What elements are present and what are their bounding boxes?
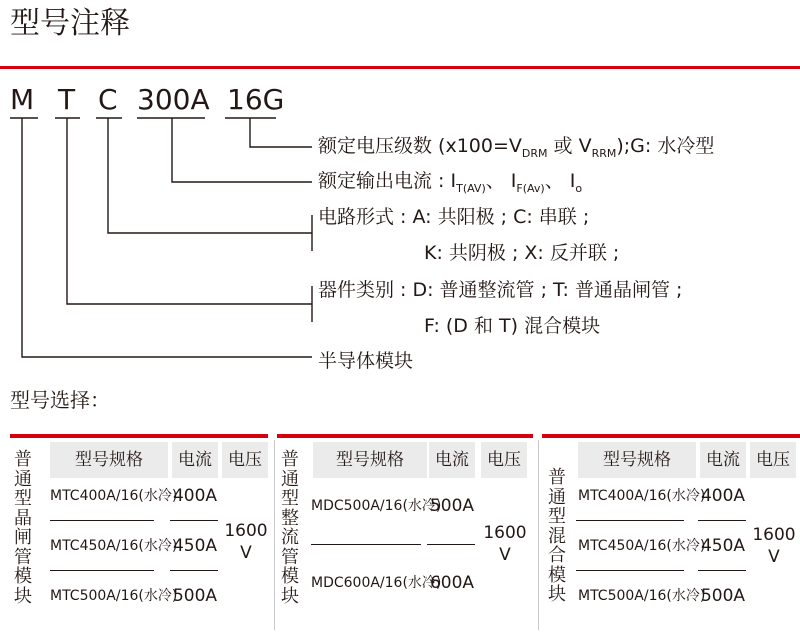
table-topbar (542, 434, 800, 438)
device-category-line2: F: (D 和 T) 混合模块 (424, 315, 601, 337)
row-current: 400A (700, 486, 746, 506)
row-divider (698, 570, 746, 571)
row-divider (576, 570, 684, 571)
row-spec: MTC400A/16(水冷) (50, 488, 178, 504)
device-category-line1: 器件类别 : D: 普通整流管 ; T: 普通晶闸管 ; (318, 279, 683, 301)
table-hybrid (542, 434, 800, 634)
header-voltage: 电压 (481, 442, 527, 478)
voltage-value: 1600 V (752, 525, 796, 567)
header-voltage: 电压 (222, 442, 268, 478)
table-divider (274, 440, 275, 630)
table-category: 普通型整流管模块 (281, 449, 299, 607)
table-topbar (277, 434, 533, 438)
row-divider (50, 570, 154, 571)
row-divider (50, 520, 154, 521)
code-c: C (98, 83, 118, 116)
row-current: 600A (429, 573, 475, 593)
code-m: M (10, 83, 35, 116)
table-divider (538, 440, 539, 630)
voltage-value: 1600 V (483, 523, 527, 565)
row-current: 450A (700, 536, 746, 556)
row-current: 400A (172, 486, 218, 506)
row-spec: MDC600A/16(水冷) (311, 575, 442, 591)
header-current: 电流 (429, 442, 475, 478)
row-spec: MTC400A/16(水冷) (578, 488, 706, 504)
row-divider (170, 570, 218, 571)
row-spec: MDC500A/16(水冷) (311, 498, 442, 514)
row-divider (427, 544, 475, 545)
header-voltage: 电压 (750, 442, 796, 478)
row-divider (170, 520, 218, 521)
code-t: T (58, 83, 76, 116)
section-title: 型号选择： (10, 388, 110, 412)
circuit-form-line2: K: 共阴极 ; X: 反并联 ; (424, 242, 620, 264)
row-divider (311, 544, 421, 545)
table-category: 普通型晶闸管模块 (14, 449, 32, 607)
row-spec: MTC450A/16(水冷) (50, 538, 178, 554)
row-divider (576, 520, 684, 521)
row-current: 450A (172, 536, 218, 556)
row-spec: MTC500A/16(水冷) (578, 588, 706, 604)
circuit-form-line1: 电路形式 : A: 共阳极 ; C: 串联 ; (318, 206, 590, 228)
header-spec: 型号规格 (578, 442, 696, 478)
table-rectifier (277, 434, 533, 634)
row-current: 500A (700, 586, 746, 606)
row-current: 500A (429, 496, 475, 516)
table-category: 普通型混合模块 (548, 467, 566, 605)
table-thyristor (10, 434, 268, 634)
semiconductor-module-desc: 半导体模块 (318, 350, 414, 372)
row-spec: MTC450A/16(水冷) (578, 538, 706, 554)
page-title: 型号注释 (10, 6, 130, 41)
rated-voltage-desc: 额定电压级数 ($x100=V_{DRM}$ 或 $V_{RRM});G$: 水冷型 (318, 135, 715, 160)
code-current: 300A (137, 83, 210, 116)
rated-current-desc: 额定输出电流 : $I_{T(AV)}$、 $I_{F(Av)}$、 $I_o$ (318, 170, 583, 195)
row-current: 500A (172, 586, 218, 606)
header-current: 电流 (700, 442, 746, 478)
header-current: 电流 (172, 442, 218, 478)
row-spec: MTC500A/16(水冷) (50, 588, 178, 604)
header-spec: 型号规格 (313, 442, 427, 478)
header-spec: 型号规格 (50, 442, 168, 478)
row-divider (698, 520, 746, 521)
table-topbar (10, 434, 268, 438)
voltage-value: 1600 V (224, 521, 268, 563)
code-voltage: 16G (227, 83, 285, 116)
